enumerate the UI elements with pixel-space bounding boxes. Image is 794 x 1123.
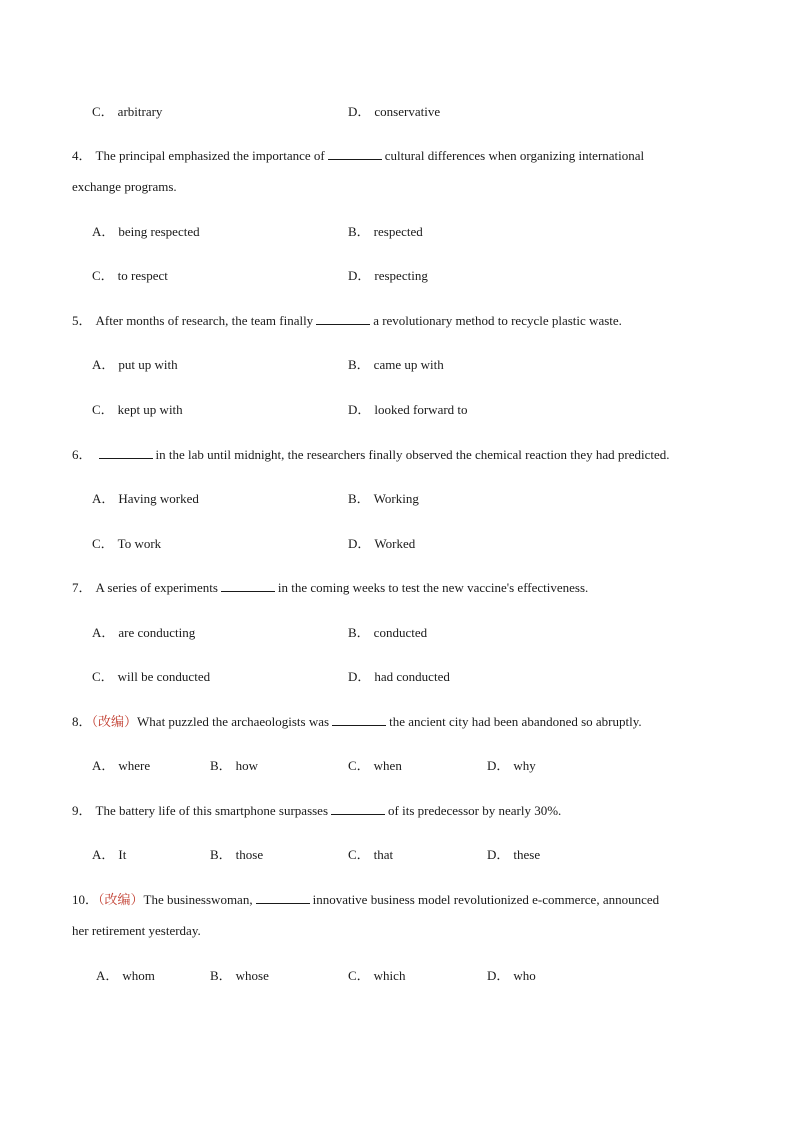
option-text: which [373, 968, 406, 983]
q8-stem [72, 714, 642, 730]
stem-text: in the coming weeks to test the new vaccine's effectiveness. [277, 580, 589, 595]
answer-blank [99, 447, 153, 459]
option-letter: C． [348, 968, 370, 983]
option-text: will be conducted [117, 669, 211, 684]
question-number: 5． [72, 313, 92, 328]
option-letter: B． [210, 847, 232, 862]
option-letter: D． [348, 268, 371, 283]
q10-stem [72, 892, 659, 908]
q6-option-c [92, 536, 161, 552]
q8-option-c [348, 758, 402, 774]
q4-option-d [348, 268, 428, 284]
option-text: kept up with [117, 402, 183, 417]
option-letter: B． [348, 224, 370, 239]
question-number: 10． [72, 892, 99, 907]
answer-blank [332, 714, 386, 726]
option-text: when [373, 758, 402, 773]
option-text: put up with [118, 357, 178, 372]
stem-text: The principal emphasized the importance of [95, 148, 325, 163]
q5-option-c [92, 402, 183, 418]
q9-option-d [487, 847, 540, 863]
q7-option-b [348, 625, 427, 641]
option-letter: C． [348, 847, 370, 862]
option-letter: A． [92, 625, 115, 640]
option-letter: A． [96, 968, 119, 983]
q5-option-b [348, 357, 444, 373]
option-letter: B． [210, 758, 232, 773]
stem-text: After months of research, the team finally [95, 313, 314, 328]
q4-option-a [92, 224, 200, 240]
option-text: where [118, 758, 151, 773]
q10-option-c [348, 968, 405, 984]
option-letter: B． [210, 968, 232, 983]
q3-option-c [92, 104, 162, 120]
option-letter: D． [348, 402, 371, 417]
option-letter: B． [348, 357, 370, 372]
option-text: being respected [118, 224, 200, 239]
stem-text: The battery life of this smartphone surpasses [95, 803, 329, 818]
option-letter: A． [92, 758, 115, 773]
stem-text: A series of experiments [95, 580, 218, 595]
option-letter: C． [92, 104, 114, 119]
q6-option-a [92, 491, 199, 507]
option-letter: A． [92, 847, 115, 862]
option-letter: C． [348, 758, 370, 773]
option-letter: C． [92, 669, 114, 684]
q5-option-a [92, 357, 178, 373]
option-text: those [235, 847, 264, 862]
adapted-tag: （改编） [98, 892, 144, 907]
option-letter: A． [92, 357, 115, 372]
option-text: respected [373, 224, 423, 239]
option-text: who [513, 968, 536, 983]
stem-text: cultural differences when organizing international [384, 148, 645, 163]
q4-stem-line2: exchange programs. [72, 179, 177, 194]
option-text: whom [122, 968, 155, 983]
q10-option-a [96, 968, 155, 984]
option-text: conducted [373, 625, 428, 640]
option-text: Working [373, 491, 419, 506]
option-letter: B． [348, 625, 370, 640]
option-text: Worked [374, 536, 416, 551]
option-letter: A． [92, 224, 115, 239]
stem-text: of its predecessor by nearly 30%. [388, 803, 562, 818]
stem-text: What puzzled the archaeologists was [137, 714, 330, 729]
option-text: these [513, 847, 541, 862]
q4-stem [72, 148, 644, 164]
option-letter: C． [92, 536, 114, 551]
q3-option-d [348, 104, 440, 120]
q4-option-b [348, 224, 423, 240]
option-text: respecting [374, 268, 428, 283]
question-number: 6． [72, 447, 92, 462]
answer-blank [316, 313, 370, 325]
q9-option-c [348, 847, 393, 863]
option-text: It [118, 847, 127, 862]
q5-stem [72, 313, 622, 329]
q10-stem-line2: her retirement yesterday. [72, 923, 201, 938]
stem-text: a revolutionary method to recycle plastic waste. [373, 313, 622, 328]
question-number: 8． [72, 714, 92, 729]
stem-text: the ancient city had been abandoned so abruptly. [389, 714, 642, 729]
option-text: had conducted [374, 669, 450, 684]
option-letter: C． [92, 402, 114, 417]
option-letter: D． [487, 968, 510, 983]
q9-option-a [92, 847, 126, 863]
option-text: came up with [373, 357, 444, 372]
q8-option-a [92, 758, 150, 774]
q8-option-d [487, 758, 536, 774]
option-text: Having worked [118, 491, 199, 506]
q9-option-b [210, 847, 263, 863]
q7-option-a [92, 625, 195, 641]
question-number: 9． [72, 803, 92, 818]
q6-stem [72, 447, 670, 463]
q7-option-c [92, 669, 210, 685]
option-text: are conducting [118, 625, 196, 640]
option-letter: D． [487, 758, 510, 773]
option-text: how [235, 758, 259, 773]
q9-stem [72, 803, 561, 819]
option-letter: D． [348, 536, 371, 551]
q10-option-b [210, 968, 269, 984]
stem-text: The businesswoman, [143, 892, 253, 907]
option-text: why [513, 758, 536, 773]
stem-text: in the lab until midnight, the researchers finally observed the chemical reaction they had predicted. [155, 447, 670, 462]
option-letter: B． [348, 491, 370, 506]
q7-stem [72, 580, 588, 596]
question-number: 4． [72, 148, 92, 163]
q6-option-b [348, 491, 419, 507]
option-text: looked forward to [374, 402, 468, 417]
answer-blank [221, 580, 275, 592]
q6-option-d [348, 536, 415, 552]
option-letter: D． [348, 669, 371, 684]
answer-blank [256, 892, 310, 904]
option-letter: D． [487, 847, 510, 862]
q4-option-c [92, 268, 168, 284]
question-number: 7． [72, 580, 92, 595]
option-text: conservative [374, 104, 441, 119]
q7-option-d [348, 669, 450, 685]
answer-blank [331, 803, 385, 815]
answer-blank [328, 148, 382, 160]
option-letter: C． [92, 268, 114, 283]
q10-option-d [487, 968, 536, 984]
option-text: that [373, 847, 394, 862]
stem-text: innovative business model revolutionized e-commerce, announced [312, 892, 660, 907]
option-text: To work [117, 536, 162, 551]
q5-option-d [348, 402, 468, 418]
option-letter: D． [348, 104, 371, 119]
option-text: whose [235, 968, 269, 983]
option-text: arbitrary [117, 104, 163, 119]
option-letter: A． [92, 491, 115, 506]
adapted-tag: （改编） [91, 714, 138, 729]
q8-option-b [210, 758, 258, 774]
option-text: to respect [117, 268, 168, 283]
